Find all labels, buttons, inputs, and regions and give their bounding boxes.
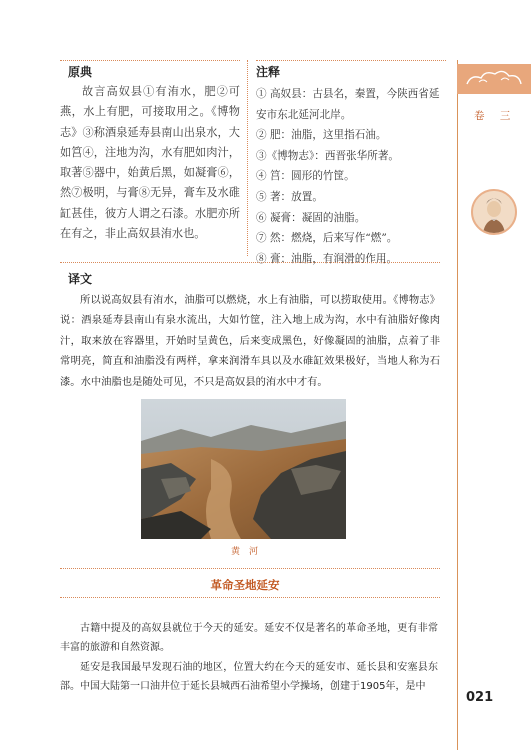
original-text: 故言高奴县①有洧水，肥②可燕，水上有肥，可接取用之。《博物志》③称酒泉延寿县南山出泉水，大如筥④，注地为沟，水有肥如肉汁，取著⑤器中，始黄后黑，如凝膏⑥，然⑦极明，与膏⑧无异，膏车及水碓缸甚佳，彼方人谓之石漆。水肥亦所在有之，非止高奴县洧水也。: [60, 85, 240, 241]
note-item: ⑤ 著：放置。: [256, 190, 323, 203]
notes-list: [256, 84, 446, 269]
revolution-paragraph-1: 古籍中提及的高奴县就位于今天的延安。延安不仅是著名的革命圣地，更有非常丰富的旅游和自然资源。: [60, 623, 438, 653]
note-item: ② 肥：油脂，这里指石油。: [256, 129, 387, 142]
note-item: ⑥ 凝膏：凝固的油脂。: [256, 211, 366, 224]
sidebar-line: [457, 60, 458, 750]
translation-heading: 译文: [68, 272, 93, 286]
revolution-title: 革命圣地延安: [210, 578, 280, 592]
volume-label: 卷 三: [474, 110, 517, 122]
revolution-rule-top: [60, 568, 440, 569]
note-item: ⑦ 然：燃烧，后来写作“燃”。: [256, 232, 398, 245]
note-item: ⑧ 膏：油脂，有润滑的作用。: [256, 252, 398, 265]
page-number: 021: [466, 690, 494, 705]
scholar-portrait-icon: [473, 191, 515, 233]
portrait-medallion: [471, 189, 517, 235]
translation-rule-top: [60, 262, 440, 263]
translation-text: 所以说高奴县有洧水，油脂可以燃烧，水上有油脂，可以捞取使用。《博物志》说：酒泉延寿县南山有泉水流出，大如竹筐，注入地上成为沟，水中有油脂好像肉汁，取来放在容器里，开始时呈黄色，后来变成黑色，好像凝固的油脂，点着了非常明亮，简直和油脂没有两样，拿来润滑车具以及水碓缸效果极好，当地人称为石漆。水中油脂也是随处可见，不只是高奴县的洧水中才有。: [60, 294, 440, 388]
cloud-ornament-icon: [457, 64, 531, 94]
photo-caption: 黄 河: [230, 547, 258, 557]
yellow-river-photo: [141, 399, 346, 539]
original-heading: 原典: [68, 65, 93, 79]
note-item: ③《博物志》：西晋张华所著。: [256, 149, 400, 162]
column-divider: [247, 60, 248, 256]
note-item: ① 高奴县：古县名，秦置，今陕西省延安市东北延河北岸。: [256, 88, 440, 121]
note-item: ④ 筥：圆形的竹筐。: [256, 170, 355, 183]
revolution-rule-bottom: [60, 597, 440, 598]
revolution-paragraph-2: 延安是我国最早发现石油的地区，位置大约在今天的延安市、延长县和安塞县东部。中国大陆第一口油井位于延长县城西石油希望小学操场，创建于1905年，是中: [60, 662, 438, 692]
notes-heading: 注释: [256, 65, 281, 79]
top-rule-left: [60, 60, 240, 61]
chapter-tab: [457, 64, 531, 94]
top-rule-right: [256, 60, 446, 61]
